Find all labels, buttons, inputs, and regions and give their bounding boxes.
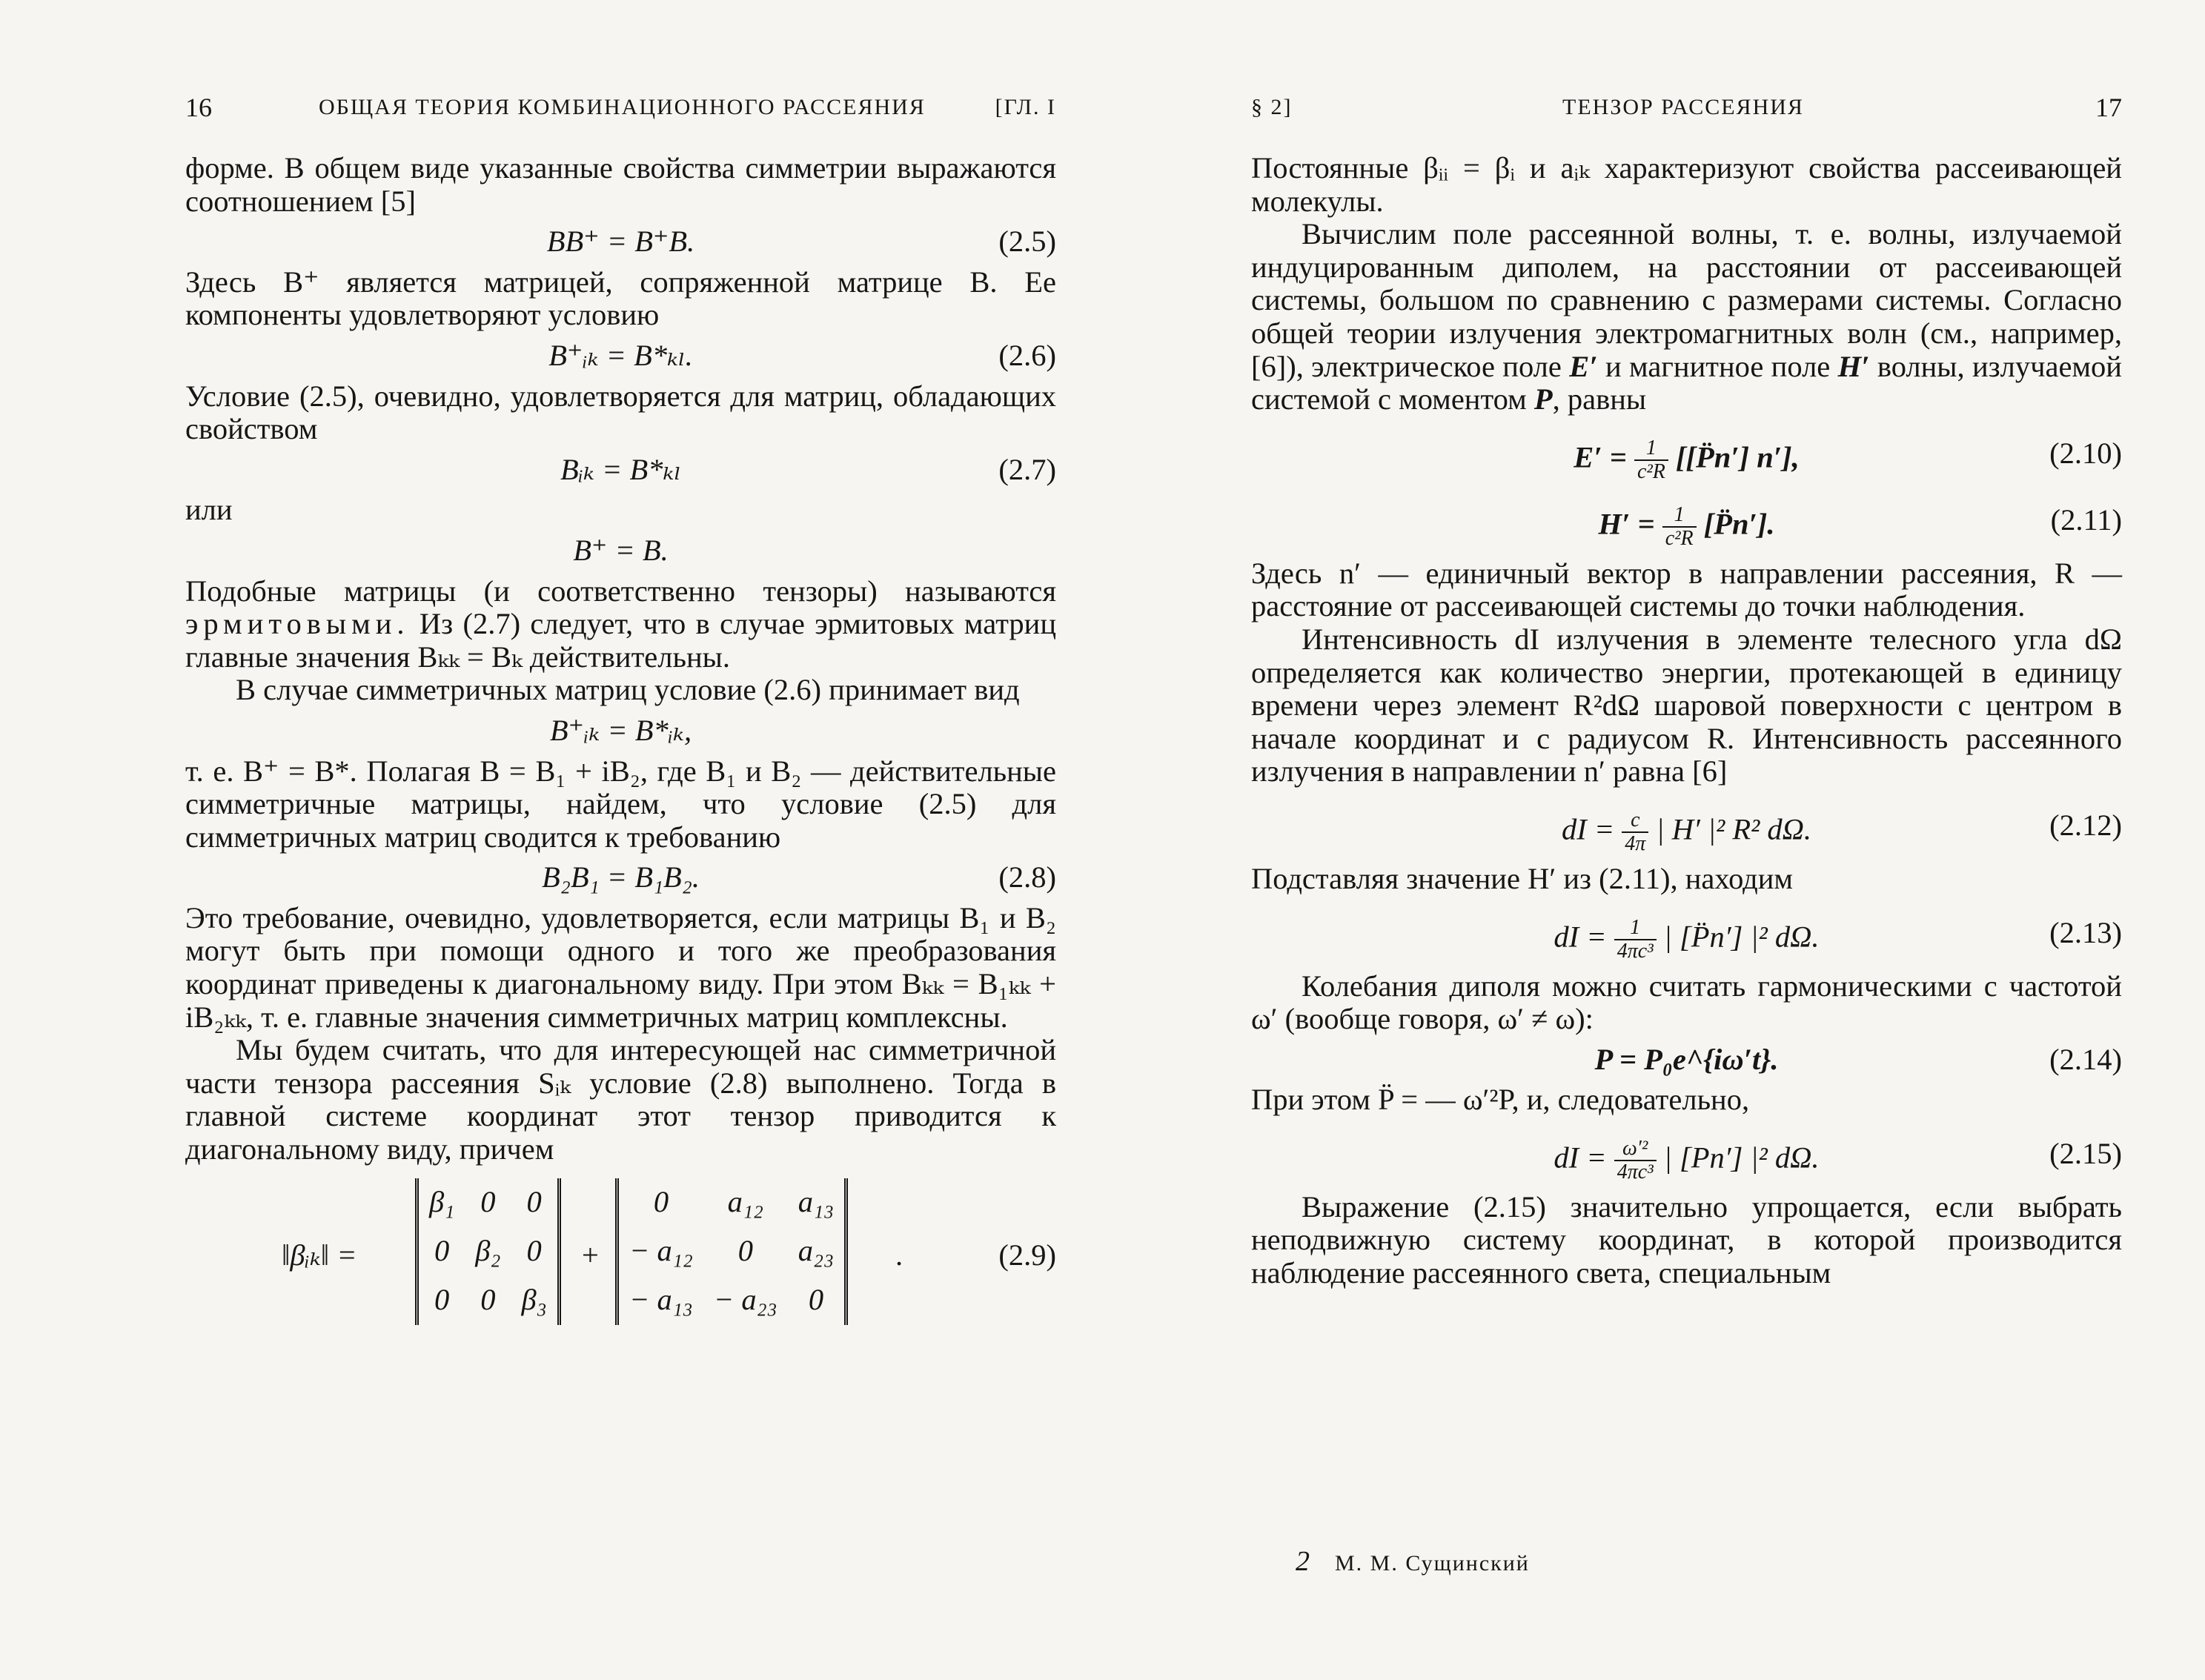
- equation-2-15-lhs: dI =: [1554, 1141, 1607, 1175]
- left-paragraph-5: В случае симметричных матриц условие (2.6) принимает вид: [236, 673, 1020, 707]
- equation-2-6-number: (2.6): [998, 338, 1056, 372]
- equation-2-9-period: .: [895, 1238, 903, 1272]
- equation-2-8: [185, 861, 1056, 894]
- term-hermitian: эрмитовыми.: [185, 607, 410, 641]
- right-body: [1251, 152, 2122, 1290]
- matrix-beta-cell: 0: [526, 1234, 542, 1268]
- equation-2-14: [1251, 1043, 2122, 1077]
- equation-2-7: [185, 454, 1056, 487]
- equation-2-9: [185, 1178, 1056, 1334]
- matrix-a-cell: a₁₂: [727, 1185, 764, 1219]
- equation-2-5: [185, 225, 1056, 259]
- left-running-header: [185, 92, 1056, 129]
- right-paragraph-6: Колебания диполя можно считать гармоническими с частотой ω′ (вообще говоря, ω′ ≠ ω):: [1251, 969, 2122, 1036]
- equation-2-10-number: (2.10): [2049, 436, 2122, 470]
- equation-2-12-lhs: dI =: [1561, 812, 1615, 846]
- right-page: [1251, 0, 2122, 1680]
- equation-2-9-number: (2.9): [998, 1238, 1056, 1272]
- matrix-plus-sign: +: [582, 1238, 599, 1272]
- left-page: [185, 0, 1056, 1680]
- footer-author: М. М. Сущинский: [1335, 1551, 1530, 1576]
- right-paragraph-8: Выражение (2.15) значительно упрощается, если выбрать неподвижную систему координат, в которой производится наблюдение рассеянного света, специальным: [1251, 1189, 2122, 1290]
- symbol-H-prime: H′: [1837, 349, 1870, 383]
- left-paragraph-8: Мы будем считать, что для интересующей нас симметричной части тензора рассеяния Sᵢₖ условие (2.8) выполнено. Тогда в главной системе координат этот тензор приводится к диагональному виду, причем: [185, 1033, 1056, 1166]
- matrix-beta-cell: 0: [480, 1283, 496, 1317]
- matrix-beta-cell: β₃: [521, 1283, 547, 1317]
- left-paragraph-4-start: Подобные матрицы (и соответственно тензоры) называются: [185, 574, 1056, 608]
- equation-2-11-rhs: [P̈n′].: [1703, 507, 1775, 541]
- matrix-a-cell: 0: [653, 1185, 669, 1219]
- matrix-a-cell: 0: [808, 1283, 824, 1317]
- matrix-beta-cell: β₂: [475, 1234, 501, 1268]
- equation-2-6-formula: B⁺ᵢₖ = B*ₖₗ.: [548, 338, 693, 372]
- equation-2-8-number: (2.8): [998, 860, 1056, 894]
- equation-2-11-formula: [1251, 504, 2122, 550]
- fraction-w2-over-4pic3: $\frac{\text{ω′²}}{\text{4πc³}}$: [1614, 1138, 1657, 1183]
- equation-2-15-number: (2.15): [2049, 1136, 2122, 1170]
- signature-footer: [1296, 1545, 1530, 1578]
- equation-2-11: [1251, 491, 2122, 550]
- matrix-beta: [415, 1178, 561, 1325]
- equation-bplus-formula: B⁺ = B.: [573, 533, 669, 567]
- matrix-beta-cell: 0: [434, 1234, 450, 1268]
- left-paragraph-4: [185, 575, 1056, 674]
- left-paragraph-4-end: Из (2.7) следует, что в случае эрмитовых матриц главные значения Bₖₖ = Bₖ действительны.: [185, 607, 1056, 674]
- equation-2-15: [1251, 1124, 2122, 1183]
- matrix-a-cell: 0: [737, 1234, 753, 1268]
- equation-2-12: [1251, 796, 2122, 855]
- equation-2-13: [1251, 903, 2122, 963]
- matrix-beta-cell: 0: [480, 1185, 496, 1219]
- left-or-word: или: [185, 493, 233, 527]
- right-paragraph-2-b: и магнитное поле: [1597, 349, 1838, 383]
- equation-2-10-lhs: E′ =: [1574, 440, 1627, 474]
- right-header-section: § 2]: [1251, 95, 1293, 119]
- equation-2-8-formula: B₂B₁ = B₁B₂.: [542, 860, 700, 894]
- right-paragraph-4: Интенсивность dI излучения в элементе телесного угла dΩ определяется как количество энергии, протекающей в единицу времени через элемент R²dΩ шаровой поверхности с центром в начале координат и с радиусом R. Интенсивность рассеянного излучения в направлении n′ равна [6]: [1251, 622, 2122, 788]
- fraction-1-over-4pic3: $\frac{1}{\text{4πc³}}$: [1614, 917, 1657, 963]
- right-paragraph-7: При этом P̈ = — ω′²P, и, следовательно,: [1251, 1083, 1750, 1117]
- right-header-title: ТЕНЗОР РАССЕЯНИЯ: [1562, 95, 1804, 119]
- right-running-header: [1251, 92, 2122, 129]
- fraction-1-over-c2R: $\frac{1}{\text{c²R}}$: [1662, 504, 1697, 550]
- equation-2-15-formula: [1251, 1138, 2122, 1183]
- right-paragraph-5: Подставляя значение H′ из (2.11), находим: [1251, 861, 1794, 895]
- left-page-number: 16: [185, 93, 212, 122]
- equation-2-10: [1251, 424, 2122, 483]
- equation-2-12-number: (2.12): [2049, 808, 2122, 842]
- matrix-a-cell: − a₁₃: [629, 1283, 693, 1317]
- matrix-a-cell: − a₁₂: [629, 1234, 693, 1268]
- matrix-beta-cell: 0: [434, 1283, 450, 1317]
- equation-2-12-formula: [1251, 809, 2122, 855]
- matrix-a-cell: − a₂₃: [713, 1283, 777, 1317]
- left-paragraph-1: форме. В общем виде указанные свойства симметрии выражаются соотношением [5]: [185, 151, 1056, 218]
- symbol-E-prime: E′: [1569, 349, 1598, 383]
- equation-2-12-rhs: | H′ |² R² dΩ.: [1656, 812, 1812, 846]
- fraction-1-over-c2R: $\frac{1}{\text{c²R}}$: [1634, 437, 1668, 483]
- symbol-P: P: [1533, 382, 1553, 416]
- equation-2-13-rhs: | [P̈n′] |² dΩ.: [1663, 919, 1820, 953]
- equation-2-5-number: (2.5): [998, 225, 1056, 259]
- left-paragraph-7: Это требование, очевидно, удовлетворяется, если матрицы B₁ и B₂ могут быть при помощи одного и того же преобразования координат приведены к диагональному виду. При этом Bₖₖ = B₁ₖₖ + iB₂ₖₖ, т. е. главные значения симметричных матриц комплексны.: [185, 900, 1056, 1034]
- left-body: [185, 152, 1056, 1334]
- right-paragraph-1: Постоянные βᵢᵢ = βᵢ и aᵢₖ характеризуют свойства рассеивающей молекулы.: [1251, 151, 2122, 218]
- right-page-number: 17: [2095, 93, 2122, 122]
- left-header-chapter: [ГЛ. I: [995, 95, 1056, 119]
- matrix-a: [615, 1178, 848, 1325]
- left-paragraph-6: т. е. B⁺ = B*. Полагая B = B₁ + iB₂, где B₁ и B₂ — действительные симметричные матрицы, найдем, что условие (2.5) для симметричных матриц сводится к требованию: [185, 754, 1056, 854]
- equation-2-14-number: (2.14): [2049, 1042, 2122, 1076]
- equation-symmetric: [185, 714, 1056, 748]
- equation-2-10-formula: [1251, 437, 2122, 483]
- matrix-beta-cell: β₁: [429, 1185, 455, 1219]
- equation-2-13-number: (2.13): [2049, 915, 2122, 949]
- equation-symmetric-formula: B⁺ᵢₖ = B*ᵢₖ,: [549, 713, 692, 747]
- equation-2-7-number: (2.7): [998, 452, 1056, 486]
- equation-2-15-rhs: | [Pn′] |² dΩ.: [1663, 1141, 1820, 1175]
- equation-2-14-formula: P = P₀e^{iω′t}.: [1594, 1042, 1779, 1076]
- right-paragraph-2-a: Вычислим поле рассеянной волны, т. е. волны, излучаемой индуцированным диполем, на расстоянии от рассеивающей системы, большом по сравнению с размерами системы. Согласно общей теории излучения электромагнитных волн (см., например, [6]), электрическое поле: [1251, 217, 2122, 383]
- right-paragraph-2: [1251, 218, 2122, 416]
- equation-bplus: [185, 534, 1056, 568]
- equation-2-6: [185, 339, 1056, 373]
- fraction-c-over-4pi: $\frac{c}{4\pi}$: [1622, 809, 1648, 855]
- equation-2-11-number: (2.11): [2050, 502, 2122, 537]
- right-paragraph-2-d: , равны: [1552, 382, 1647, 416]
- left-paragraph-2: Здесь B⁺ является матрицей, сопряженной матрице B. Ее компоненты удовлетворяют условию: [185, 265, 1056, 332]
- left-paragraph-3: Условие (2.5), очевидно, удовлетворяется для матриц, обладающих свойством: [185, 379, 1056, 446]
- equation-2-7-formula: Bᵢₖ = B*ₖₗ: [560, 452, 682, 486]
- right-paragraph-2-c: волны, излучаемой системой с моментом: [1251, 349, 2122, 416]
- matrix-beta-cell: 0: [526, 1185, 542, 1219]
- signature-number: 2: [1296, 1546, 1311, 1577]
- matrix-a-cell: a₁₃: [798, 1185, 835, 1219]
- matrix-a-cell: a₂₃: [798, 1234, 835, 1268]
- left-header-title: ОБЩАЯ ТЕОРИЯ КОМБИНАЦИОННОГО РАССЕЯНИЯ: [319, 95, 926, 119]
- equation-2-10-rhs: [[P̈n′] n′],: [1676, 440, 1800, 474]
- equation-2-13-formula: [1251, 917, 2122, 963]
- equation-2-5-formula: BB⁺ = B⁺B.: [546, 225, 695, 259]
- right-paragraph-3: Здесь n′ — единичный вектор в направлении рассеяния, R — расстояние от рассеивающей системы до точки наблюдения.: [1251, 556, 2122, 623]
- equation-2-13-lhs: dI =: [1554, 919, 1607, 953]
- equation-2-11-lhs: H′ =: [1598, 507, 1655, 541]
- equation-2-9-lhs: ‖βᵢₖ‖ =: [282, 1238, 357, 1272]
